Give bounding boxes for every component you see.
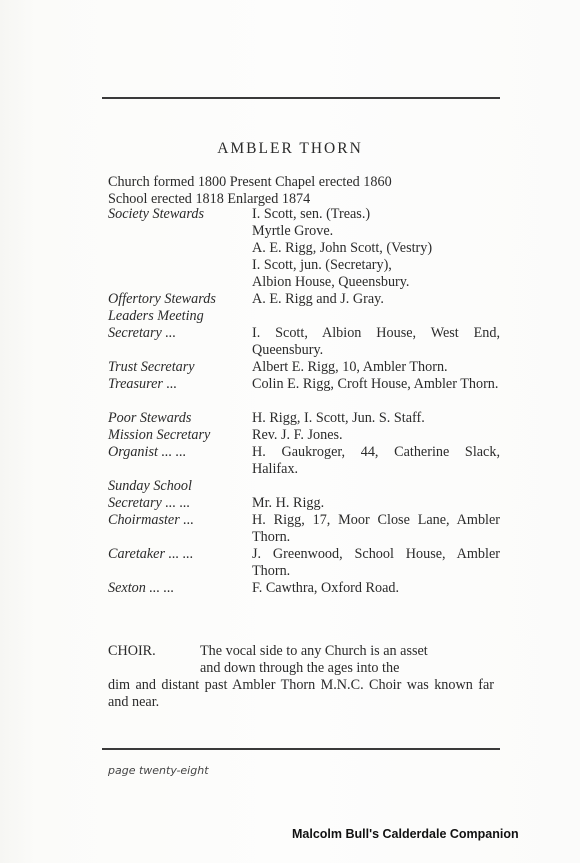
entry-label: Choirmaster ... [108, 512, 194, 528]
choir-paragraph [108, 643, 494, 711]
spacer [108, 393, 500, 410]
source-credit: Malcolm Bull's Calderdale Companion [292, 827, 519, 841]
entry-organist [108, 444, 500, 478]
entry-label: Sexton ... ... [108, 580, 175, 596]
entry-caretaker [108, 546, 500, 580]
entry-line: Mr. H. Rigg. [252, 495, 325, 511]
intro-block [108, 174, 392, 207]
entry-leaders-meeting [108, 308, 500, 325]
entry-label: Trust Secretary [108, 359, 195, 375]
entry-label: Leaders Meeting [108, 308, 204, 324]
page-number: page twenty-eight [108, 764, 209, 777]
entry-line: H. Gaukroger, 44, Catherine Slack, Halifax. [252, 444, 500, 477]
choir-heading: CHOIR. [108, 643, 156, 659]
top-divider [102, 97, 500, 102]
entry-label: Treasurer ... [108, 376, 178, 392]
entry-label: Society Stewards [108, 206, 205, 222]
entry-choirmaster [108, 512, 500, 546]
entry-label: Secretary ... [108, 325, 177, 341]
entry-sunday-school-secretary [108, 495, 500, 512]
entry-sexton [108, 580, 500, 597]
bottom-divider [102, 748, 500, 753]
intro-line-2: School erected 1818 Enlarged 1874 [108, 190, 311, 207]
entry-label: Poor Stewards [108, 410, 192, 426]
page-title: AMBLER THORN [217, 140, 363, 157]
entry-offertory-stewards [108, 291, 500, 308]
entry-line: A. E. Rigg and J. Gray. [252, 291, 384, 307]
entry-line: I. Scott, sen. (Treas.) [252, 206, 371, 222]
entry-trust-secretary [108, 359, 500, 376]
entry-line: A. E. Rigg, John Scott, (Vestry) [252, 240, 433, 256]
entry-line: F. Cawthra, Oxford Road. [252, 580, 400, 596]
entry-line: I. Scott, Albion House, West End, Queensbury. [252, 325, 500, 358]
entry-line: Albion House, Queensbury. [252, 274, 410, 290]
choir-line-2: and down through the ages into the [200, 660, 400, 676]
entry-mission-secretary [108, 427, 500, 444]
entry-line: Colin E. Rigg, Croft House, Ambler Thorn. [252, 376, 499, 392]
entry-line: Rev. J. F. Jones. [252, 427, 343, 443]
entry-label: Secretary ... ... [108, 495, 191, 511]
entry-label: Sunday School [108, 478, 192, 494]
choir-line-1: The vocal side to any Church is an asset [200, 643, 428, 659]
entry-line: H. Rigg, I. Scott, Jun. S. Staff. [252, 410, 425, 426]
entry-society-stewards [108, 206, 500, 291]
entry-line: Albert E. Rigg, 10, Ambler Thorn. [252, 359, 448, 375]
entry-line: I. Scott, jun. (Secretary), [252, 257, 392, 273]
intro-line-1: Church formed 1800 Present Chapel erected 1860 [108, 174, 392, 190]
officers-list [108, 206, 500, 597]
entry-poor-stewards [108, 410, 500, 427]
entry-label: Organist ... ... [108, 444, 187, 460]
entry-label: Caretaker ... ... [108, 546, 194, 562]
entry-leaders-secretary [108, 325, 500, 359]
entry-line: J. Greenwood, School House, Ambler Thorn. [252, 546, 500, 579]
entry-line: Myrtle Grove. [252, 223, 334, 239]
entry-line: H. Rigg, 17, Moor Close Lane, Ambler Thorn. [252, 512, 500, 545]
entry-sunday-school [108, 478, 500, 495]
entry-label: Mission Secretary [108, 427, 211, 443]
choir-body: dim and distant past Ambler Thorn M.N.C. Choir was known far and near. [108, 677, 494, 710]
entry-treasurer [108, 376, 500, 393]
entry-label: Offertory Stewards [108, 291, 216, 307]
